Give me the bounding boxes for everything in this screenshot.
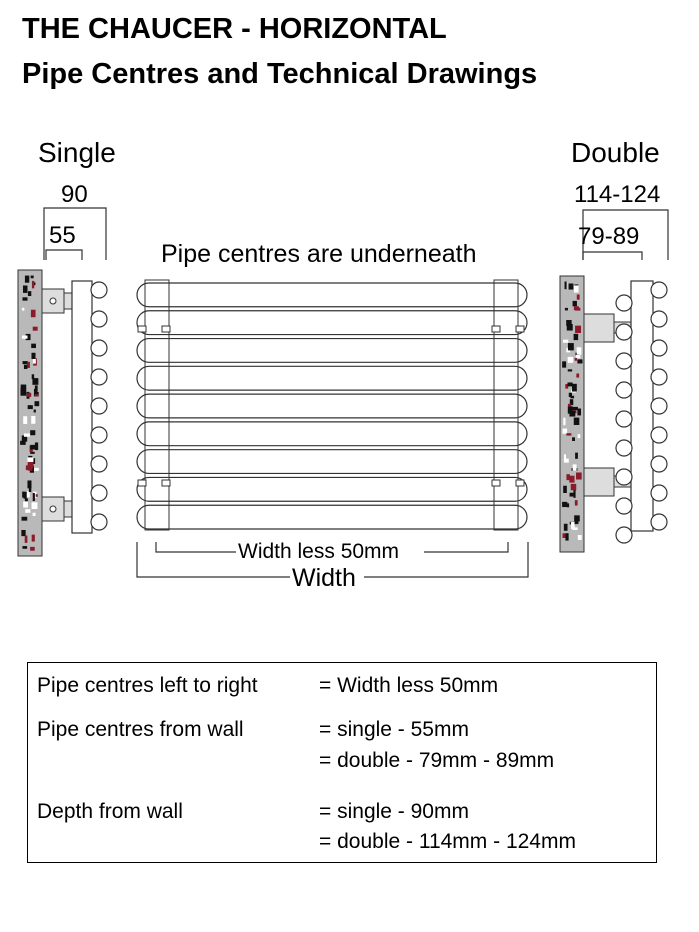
front-tube [137, 450, 527, 474]
wall-left [18, 270, 42, 556]
wall-speck [577, 359, 582, 363]
wall-speck [575, 358, 577, 361]
wall-speck [577, 294, 580, 299]
wall-speck [573, 490, 575, 498]
wall-speck [27, 393, 31, 397]
wall-speck [575, 453, 578, 459]
wall-speck [562, 502, 567, 507]
tube-end-circle [651, 311, 667, 327]
wall-speck [22, 297, 27, 300]
wall-speck [27, 362, 30, 368]
wall-speck [28, 291, 31, 296]
wall-speck [568, 369, 572, 371]
wall-speck [566, 433, 571, 435]
tube-end-circle [616, 527, 632, 543]
tube-end-circle [616, 440, 632, 456]
wall-speck [574, 285, 579, 292]
wall-speck [20, 441, 26, 445]
spec-value: = Width less 50mm [319, 674, 499, 697]
double-centres-label: 79-89 [578, 223, 640, 250]
wall-speck [568, 357, 574, 363]
front-tube [137, 366, 527, 390]
tube-end-circle [616, 353, 632, 369]
spec-value: = single - 90mm [319, 800, 469, 823]
wall-speck [34, 468, 39, 471]
wall-speck [22, 492, 27, 498]
width-label: Width [292, 564, 356, 592]
front-tube [137, 339, 527, 363]
wall-speck [562, 361, 566, 367]
bracket-marker [138, 326, 146, 332]
wall-speck [576, 373, 579, 377]
tube-end-circle [91, 427, 107, 443]
front-tube [137, 283, 527, 307]
wall-speck [563, 486, 567, 493]
wall-speck [22, 546, 27, 549]
wall-speck [572, 527, 577, 530]
wall-speck [567, 382, 572, 386]
wall-speck [565, 282, 567, 290]
wall-speck [31, 276, 34, 279]
wall-speck [563, 429, 568, 434]
bracket-bottom-double [584, 468, 614, 496]
wall-speck [569, 411, 575, 417]
wall-speck [572, 384, 577, 392]
wall-speck [33, 493, 35, 501]
wall-speck [576, 355, 580, 358]
wall-speck [572, 437, 575, 441]
wall-speck [565, 308, 568, 311]
wall-speck [36, 494, 38, 497]
front-tube [137, 422, 527, 446]
wall-speck [575, 308, 580, 311]
title-line-2: Pipe Centres and Technical Drawings [22, 58, 538, 90]
wall-speck [32, 378, 38, 385]
tube-end-circle [91, 340, 107, 356]
tube-end-circle [651, 340, 667, 356]
tube-end-circle [651, 456, 667, 472]
spec-label: Depth from wall [37, 800, 183, 823]
double-header-pipe [631, 281, 653, 531]
wall-speck [32, 502, 38, 509]
wall-speck [563, 418, 565, 425]
front-tube [137, 394, 527, 418]
wall-speck [28, 462, 34, 468]
dim-centres-single [46, 250, 82, 260]
wall-speck [573, 464, 577, 470]
wall-speck [24, 365, 27, 369]
front-tube [137, 505, 527, 529]
bracket-screw-icon [50, 298, 56, 304]
tube-end-circle [616, 469, 632, 485]
bracket-marker [162, 480, 170, 486]
bracket-marker [492, 326, 500, 332]
tube-end-circle [91, 282, 107, 298]
double-heading: Double [571, 137, 660, 168]
wall-speck [30, 430, 35, 435]
tube-end-circle [91, 456, 107, 472]
title-line-1: THE CHAUCER - HORIZONTAL [22, 13, 447, 45]
tube-end-circle [651, 427, 667, 443]
wall-speck [569, 476, 574, 483]
wall-speck [567, 503, 569, 507]
tube-end-circle [616, 295, 632, 311]
wall-speck [25, 535, 28, 542]
wall-speck [33, 513, 36, 516]
wall-speck [30, 547, 35, 551]
bracket-marker [516, 326, 524, 332]
tube-end-circle [651, 514, 667, 530]
bracket-marker [516, 480, 524, 486]
wall-speck [568, 404, 572, 407]
bracket-marker [138, 480, 146, 486]
front-tubes [137, 283, 527, 529]
front-view [137, 280, 528, 577]
double-side-view [560, 210, 668, 552]
tube-end-circle [651, 282, 667, 298]
single-depth-label: 90 [61, 181, 88, 208]
spec-value: = single - 55mm [319, 718, 469, 741]
spec-label: Pipe centres left to right [37, 674, 258, 697]
wall-speck [574, 418, 580, 425]
bracket-arm [64, 501, 72, 517]
wall-speck [578, 535, 582, 540]
wall-speck [31, 310, 36, 318]
tube-end-circle [616, 498, 632, 514]
bracket-arm [64, 293, 72, 309]
wall-speck [575, 500, 578, 505]
single-header-pipe [72, 281, 92, 533]
wall-speck [22, 308, 24, 311]
front-tube [137, 311, 527, 335]
dim-centres-double [583, 252, 642, 260]
bracket-marker [492, 480, 500, 486]
bracket-top-double [584, 314, 614, 342]
wall-speck [32, 281, 34, 288]
wall-speck [21, 385, 27, 389]
wall-speck [574, 334, 579, 340]
wall-speck [576, 472, 582, 479]
tube-end-circle [91, 311, 107, 327]
spec-value: = double - 114mm - 124mm [319, 830, 576, 853]
wall-speck [25, 509, 30, 513]
wall-speck [566, 474, 569, 480]
wall-speck [28, 405, 33, 409]
wall-speck [22, 517, 28, 521]
wall-speck [35, 385, 38, 391]
wall-speck [24, 433, 30, 436]
tube-end-circle [91, 369, 107, 385]
wall-speck [23, 416, 27, 424]
wall-speck [35, 401, 40, 406]
dim-width-less-left [156, 542, 236, 552]
width-less-label: Width less 50mm [238, 540, 400, 563]
wall-speck [570, 396, 574, 399]
wall-speck [577, 347, 582, 354]
wall-speck [31, 353, 35, 359]
wall-speck [33, 359, 36, 364]
double-depth-label: 114-124 [574, 181, 661, 208]
wall-speck [567, 324, 573, 331]
wall-speck [31, 344, 36, 348]
wall-speck [32, 535, 35, 542]
front-tube [137, 477, 527, 501]
bracket-marker [162, 326, 170, 332]
spec-label: Pipe centres from wall [37, 718, 244, 741]
wall-speck [21, 530, 25, 536]
wall-speck [569, 283, 574, 289]
wall-speck [23, 285, 28, 292]
wall-speck [22, 336, 28, 339]
wall-speck [33, 327, 38, 331]
spec-value: = double - 79mm - 89mm [319, 749, 555, 772]
wall-speck [564, 454, 566, 462]
wall-speck [21, 388, 27, 396]
tube-end-circle [91, 485, 107, 501]
wall-speck [563, 533, 566, 538]
wall-speck [578, 434, 581, 438]
dim-width-less-right [424, 542, 508, 552]
wall-speck [30, 445, 35, 450]
single-centres-label: 55 [49, 222, 76, 249]
wall-speck [574, 515, 580, 521]
single-heading: Single [38, 137, 116, 168]
tube-ends-single [91, 282, 107, 530]
tube-end-circle [616, 324, 632, 340]
tube-end-circle [616, 382, 632, 398]
pipe-centres-note: Pipe centres are underneath [161, 240, 477, 268]
tube-end-circle [651, 369, 667, 385]
bracket-screw-icon [50, 506, 56, 512]
wall-right [560, 276, 584, 552]
tube-end-circle [651, 485, 667, 501]
wall-speck [35, 394, 39, 396]
wall-speck [570, 493, 574, 497]
tube-end-circle [91, 398, 107, 414]
wall-speck [23, 361, 28, 364]
single-side-view [18, 208, 107, 556]
wall-speck [568, 343, 574, 350]
wall-speck [565, 533, 568, 540]
specs-box [27, 662, 657, 863]
wall-speck [571, 484, 577, 490]
tube-end-circle [651, 398, 667, 414]
wall-speck [575, 326, 581, 333]
wall-speck [29, 487, 31, 493]
wall-speck [572, 407, 578, 410]
wall-speck [573, 301, 577, 306]
wall-speck [563, 340, 568, 343]
wall-speck [23, 501, 28, 507]
wall-speck [564, 524, 568, 531]
tube-end-circle [616, 411, 632, 427]
tube-end-circle [91, 514, 107, 530]
wall-speck [34, 410, 36, 413]
wall-speck [31, 416, 35, 424]
wall-speck [25, 276, 29, 283]
